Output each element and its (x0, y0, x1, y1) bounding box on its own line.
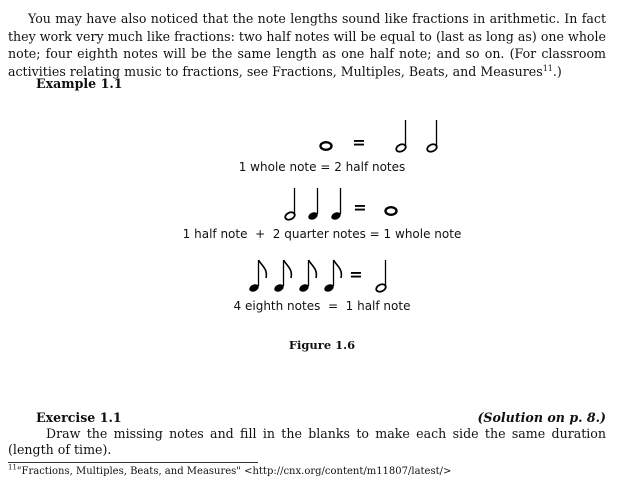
exercise-text: Draw the missing notes and fill in the blanks to make each side the same duration (length of time). (8, 426, 606, 457)
note-figure (0, 100, 644, 350)
exercise-title: Exercise 1.1 (36, 410, 122, 425)
half-note-icon (284, 188, 296, 221)
figure-caption: Figure 1.6 (288, 338, 356, 352)
half-note-icon (375, 260, 387, 293)
figure-row-label: 1 whole note = 2 half notes (238, 160, 406, 174)
example-title: Example 1.1 (36, 76, 123, 91)
footnote-text[interactable]: "Fractions, Multiples, Beats, and Measures" <http://cnx.org/content/m11807/latest/> (16, 466, 452, 477)
eighth-note-icon (323, 260, 341, 293)
intro-paragraph (8, 10, 606, 80)
figure-row-label: 4 eighth notes = 1 half note (233, 299, 411, 313)
footnote-number: 11 (8, 463, 17, 472)
intro-text: You may have also noticed that the note lengths sound like fractions in arithmetic. In fact they work very much like fractions: two half notes will be equal to (last as long as) one whole note; four eighth notes will be the same length as one half note; and so on. (For classroom activities relating music to fractions, see Fractions, Multiples, Beats, and Measures (8, 11, 606, 79)
exercise-header (36, 410, 606, 425)
quarter-note-icon (307, 188, 319, 221)
half-note-icon (426, 120, 438, 153)
footnote-divider (8, 462, 258, 463)
equals-sign (349, 265, 362, 284)
eighth-note-icon (248, 260, 266, 293)
equals-sign (353, 198, 366, 217)
equals-sign (352, 133, 365, 152)
solution-link[interactable]: (Solution on p. 8.) (477, 410, 606, 425)
eighth-note-icon (298, 260, 316, 293)
whole-note-icon (386, 207, 397, 215)
quarter-note-icon (330, 188, 342, 221)
svg-text:=: = (349, 265, 363, 284)
footnote-ref[interactable]: 11 (542, 63, 553, 73)
whole-note-icon (321, 142, 332, 150)
svg-text:=: = (353, 198, 367, 217)
half-note-icon (395, 120, 407, 153)
svg-text:=: = (352, 133, 366, 152)
figure-row-label: 1 half note + 2 quarter notes = 1 whole note (182, 227, 462, 241)
eighth-note-icon (273, 260, 291, 293)
intro-tail: .) (552, 63, 562, 79)
footnote (8, 463, 452, 477)
